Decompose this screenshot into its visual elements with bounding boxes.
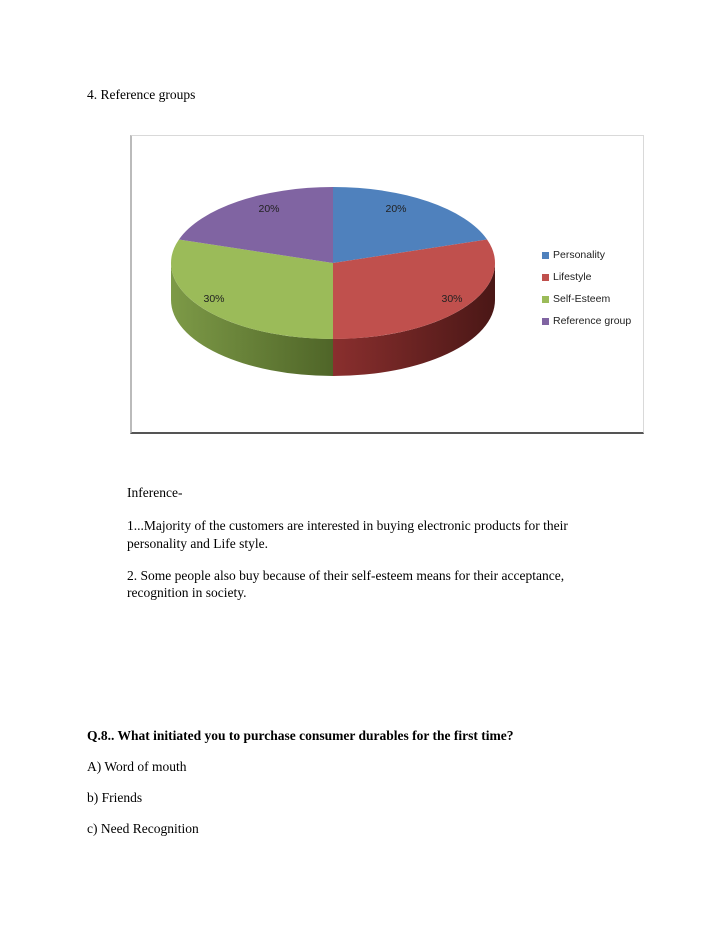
inference-point-2-line-1: 2. Some people also buy because of their self-esteem means for their acceptance, [127, 568, 565, 583]
legend-label: Reference group [553, 315, 632, 327]
inference-point-1-line-1: 1...Majority of the customers are interested in buying electronic products for their [127, 518, 568, 533]
legend-swatch [542, 296, 549, 303]
option-a: A) Word of mouth [87, 759, 187, 774]
inference-point-2-line-2: recognition in society. [127, 585, 247, 600]
pie-label-lifestyle: 30% [441, 293, 463, 305]
legend-item-personality [542, 244, 631, 266]
section-heading: 4. Reference groups [87, 87, 196, 102]
option-b: b) Friends [87, 790, 143, 805]
inference-point-1-line-2: personality and Life style. [127, 536, 268, 551]
legend-label: Lifestyle [553, 271, 592, 283]
legend-label: Personality [553, 249, 605, 261]
question-text: Q.8.. What initiated you to purchase consumer durables for the first time? [87, 728, 514, 743]
legend-item-self-esteem [542, 288, 631, 310]
pie-label-self-esteem: 30% [203, 293, 225, 305]
pie-label-reference-group: 20% [258, 203, 280, 215]
legend-item-reference-group [542, 310, 631, 332]
pie-label-personality: 20% [385, 203, 407, 215]
legend-swatch [542, 274, 549, 281]
legend-label: Self-Esteem [553, 293, 611, 305]
legend-item-lifestyle [542, 266, 631, 288]
legend-swatch [542, 252, 549, 259]
inference-title: Inference- [127, 485, 183, 500]
option-c: c) Need Recognition [87, 821, 199, 836]
legend-swatch [542, 318, 549, 325]
chart-legend [542, 244, 631, 332]
